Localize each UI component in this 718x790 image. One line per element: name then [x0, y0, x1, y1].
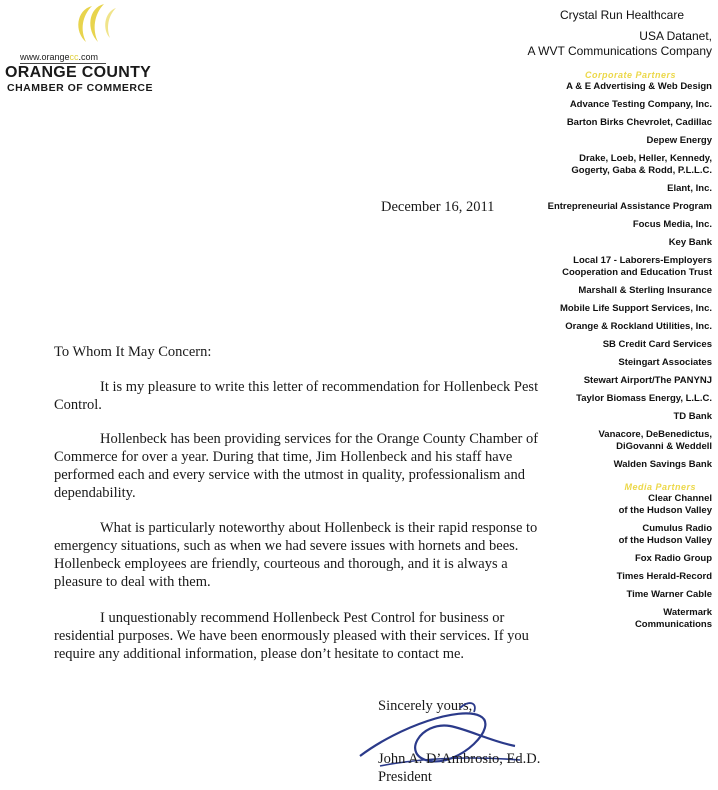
partner-item: Steingart Associates	[618, 357, 712, 368]
partner-item: Vanacore, DeBenedictus,	[598, 429, 712, 440]
partner-item: Marshall & Sterling Insurance	[578, 285, 712, 296]
partner-item: Barton Birks Chevrolet, Cadillac	[566, 117, 712, 128]
media-item: Times Herald-Record	[616, 571, 712, 582]
partner-item: Stewart Airport/The PANYNJ	[583, 375, 712, 386]
partner-item: Elant, Inc.	[667, 183, 712, 194]
sponsor-line: USA Datanet,	[639, 29, 712, 43]
partner-item: Advance Testing Company, Inc.	[569, 99, 712, 110]
signer-name: John A. D’Ambrosio, Ed.D.	[378, 751, 541, 767]
letter-date: December 16, 2011	[381, 199, 495, 215]
partner-item: Orange & Rockland Utilities, Inc.	[565, 321, 712, 332]
letter-paragraph	[54, 378, 554, 414]
partner-item: Key Bank	[668, 237, 712, 248]
partner-item: Gogerty, Gaba & Rodd, P.L.L.C.	[571, 165, 712, 176]
chamber-logo-icon	[64, 2, 124, 52]
partner-item: Focus Media, Inc.	[632, 219, 712, 230]
sponsor-line: A WVT Communications Company	[527, 44, 712, 58]
partner-item: Cooperation and Education Trust	[562, 267, 712, 278]
handwritten-signature-icon	[340, 686, 540, 786]
chamber-subtitle: CHAMBER OF COMMERCE	[7, 82, 153, 94]
partner-item: TD Bank	[673, 411, 712, 422]
paragraph-text: Hollenbeck has been providing services for the Orange County Chamber of Commerce for over a year. During that time, Jim Hollenbeck and his staff have performed each and every service with the utmost in quality, professionalism and dependability.	[54, 431, 539, 501]
partner-item: SB Credit Card Services	[602, 339, 712, 350]
media-item: of the Hudson Valley	[618, 505, 712, 516]
partner-item: Walden Savings Bank	[613, 459, 712, 470]
partner-item: Taylor Biomass Energy, L.L.C.	[576, 393, 712, 404]
paragraph-text: It is my pleasure to write this letter of recommendation for Hollenbeck Pest Control.	[54, 379, 539, 413]
media-item: Fox Radio Group	[634, 553, 712, 564]
sponsor-line: Crystal Run Healthcare	[559, 8, 684, 22]
letter-paragraph	[54, 609, 554, 663]
partner-item: Mobile Life Support Services, Inc.	[559, 303, 712, 314]
letter-paragraph	[54, 430, 554, 502]
media-item: Watermark	[663, 607, 712, 618]
paragraph-text: I unquestionably recommend Hollenbeck Pest Control for business or residential purposes. We have been enormously pleased with their services. If you require any additional information, please don’t hesitate to contact me.	[54, 610, 529, 662]
partner-item: A & E Advertising & Web Design	[566, 81, 712, 92]
chamber-website: www.orangecc.com	[20, 52, 106, 64]
corporate-partners-heading: Corporate Partners	[584, 70, 676, 80]
media-item: Cumulus Radio	[642, 523, 712, 534]
media-partners-heading: Media Partners	[624, 482, 696, 492]
partner-item: DiGovanni & Weddell	[616, 441, 712, 452]
media-item: Time Warner Cable	[626, 589, 712, 600]
chamber-name: ORANGE COUNTY	[5, 64, 152, 81]
letter-closing: Sincerely yours,	[378, 698, 473, 714]
partner-item: Entrepreneurial Assistance Program	[547, 201, 712, 212]
partner-item: Depew Energy	[646, 135, 712, 146]
partner-item: Local 17 - Laborers-Employers	[573, 255, 712, 266]
signer-title: President	[378, 769, 432, 785]
media-item: of the Hudson Valley	[618, 535, 712, 546]
media-item: Communications	[634, 619, 712, 630]
letter-paragraph	[54, 519, 554, 591]
media-item: Clear Channel	[648, 493, 712, 504]
letter-salutation: To Whom It May Concern:	[54, 344, 212, 360]
partner-item: Drake, Loeb, Heller, Kennedy,	[579, 153, 712, 164]
paragraph-text: What is particularly noteworthy about Hollenbeck is their rapid response to emergency situations, such as when we had severe issues with hornets and bees. Hollenbeck employees are friendly, courteous and thorough, and it is always a pleasure to deal with them.	[54, 520, 538, 590]
